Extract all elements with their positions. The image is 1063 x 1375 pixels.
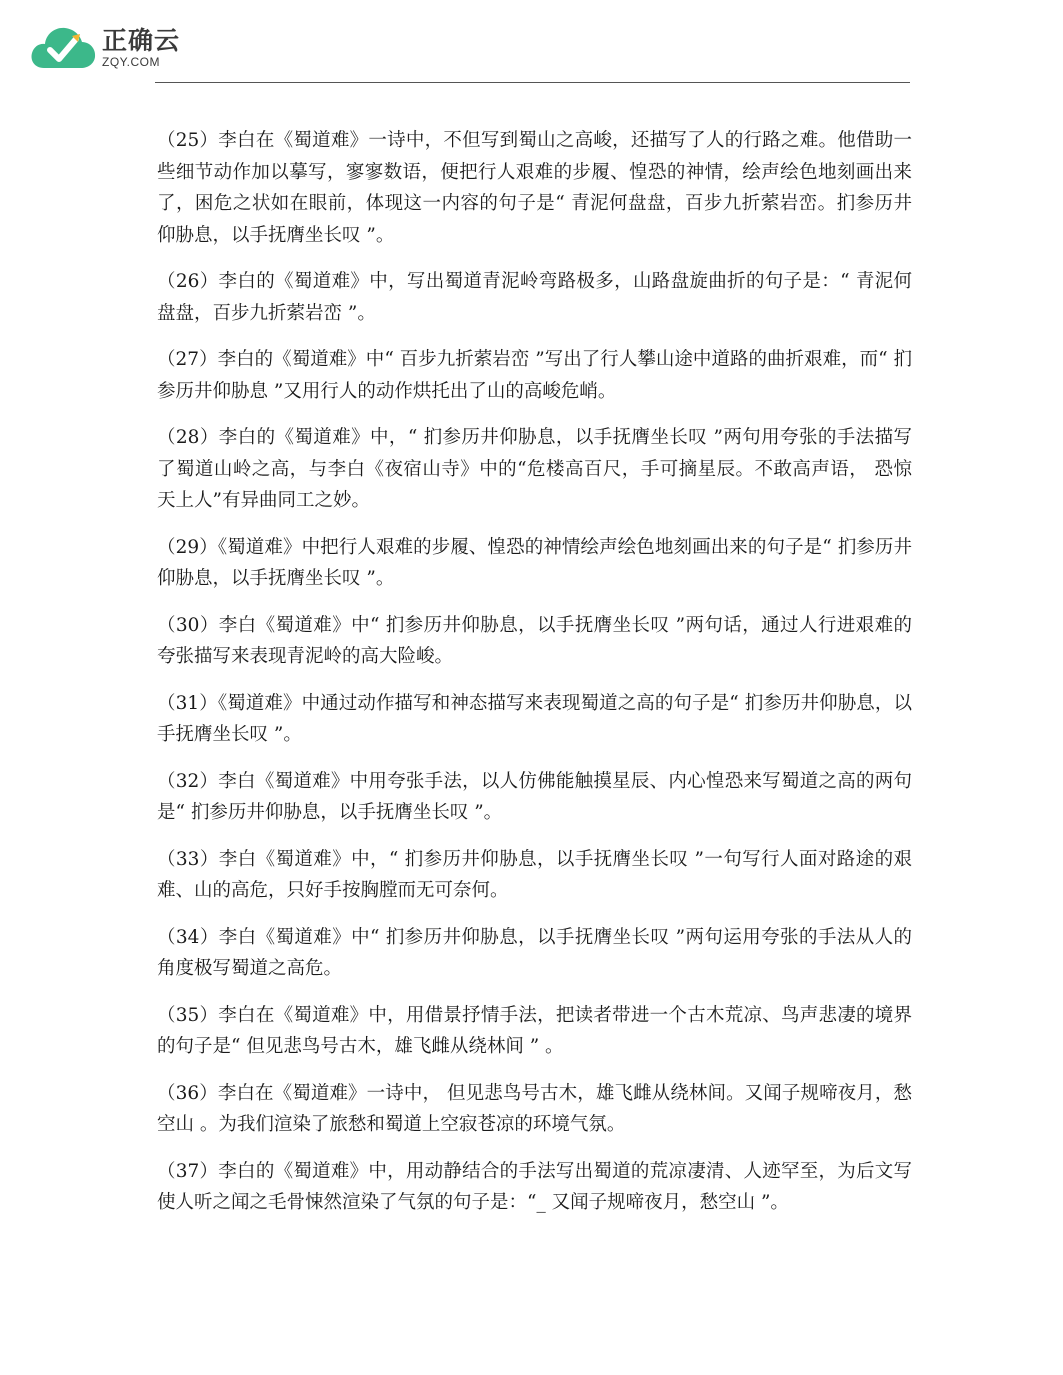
- question-item-34: （34）李白《蜀道难》中“ 扪参历井仰胁息，以手抚膺坐长叹 ”两句运用夸张的手法从人的角度极写蜀道之高危。: [157, 926, 912, 979]
- site-logo[interactable]: [28, 22, 180, 74]
- document-body: [157, 125, 912, 1234]
- question-item-29: （29）《蜀道难》中把行人艰难的步履、惶恐的神情绘声绘色地刻画出来的句子是“ 扪参历井仰胁息，以手抚膺坐长叹 ”。: [157, 536, 912, 589]
- question-item-35: （35）李白在《蜀道难》中，用借景抒情手法，把读者带进一个古木荒凉、鸟声悲凄的境界的句子是“ 但见悲鸟号古木，雄飞雌从绕林间 ” 。: [157, 1004, 912, 1057]
- question-item-28: （28）李白的《蜀道难》中，“ 扪参历井仰胁息，以手抚膺坐长叹 ”两句用夸张的手法描写了蜀道山岭之高，与李白《夜宿山寺》中的“危楼高百尺，手可摘星辰。不敢高声语， 恐惊天上人”有异曲同工之妙。: [157, 427, 912, 511]
- question-item-37: （37）李白的《蜀道难》中，用动静结合的手法写出蜀道的荒凉凄清、人迹罕至，为后文写使人听之闻之毛骨悚然渲染了气氛的句子是：“_ 又闻子规啼夜月，愁空山 ”。: [157, 1160, 912, 1213]
- question-item-36: （36）李白在《蜀道难》一诗中， 但见悲鸟号古木，雄飞雌从绕林间。又闻子规啼夜月，愁空山 。为我们渲染了旅愁和蜀道上空寂苍凉的环境气氛。: [157, 1082, 912, 1135]
- logo-domain-text: ZQY.COM: [102, 55, 160, 69]
- question-item-31: （31）《蜀道难》中通过动作描写和神态描写来表现蜀道之高的句子是“ 扪参历井仰胁息，以手抚膺坐长叹 ”。: [157, 692, 912, 745]
- header-divider: [155, 82, 910, 83]
- question-item-27: （27）李白的《蜀道难》中“ 百步九折萦岩峦 ”写出了行人攀山途中道路的曲折艰难，而“ 扪参历井仰胁息 ”又用行人的动作烘托出了山的高峻危峭。: [157, 349, 912, 402]
- question-item-30: （30）李白《蜀道难》中“ 扪参历井仰胁息，以手抚膺坐长叹 ”两句话，通过人行进艰难的夸张描写来表现青泥岭的高大险峻。: [157, 614, 912, 667]
- question-item-32: （32）李白《蜀道难》中用夸张手法，以人仿佛能触摸星辰、内心惶恐来写蜀道之高的两句是“ 扪参历井仰胁息，以手抚膺坐长叹 ”。: [157, 770, 912, 823]
- logo-chinese-text: 正确云: [102, 26, 181, 55]
- cloud-check-icon: [28, 22, 98, 74]
- question-item-25: （25）李白在《蜀道难》一诗中，不但写到蜀山之高峻，还描写了人的行路之难。他借助一些细节动作加以摹写，寥寥数语，便把行人艰难的步履、惶恐的神情，绘声绘色地刻画出来了，困危之状如在眼前，体现这一内容的句子是“ 青泥何盘盘，百步九折萦岩峦。扪参历井仰胁息，以手抚膺坐长叹 ”。: [157, 130, 912, 246]
- question-item-26: （26）李白的《蜀道难》中，写出蜀道青泥岭弯路极多，山路盘旋曲折的句子是：“ 青泥何盘盘，百步九折萦岩峦 ”。: [157, 271, 912, 324]
- question-item-33: （33）李白《蜀道难》中，“ 扪参历井仰胁息，以手抚膺坐长叹 ”一句写行人面对路途的艰难、山的高危，只好手按胸膛而无可奈何。: [157, 848, 912, 901]
